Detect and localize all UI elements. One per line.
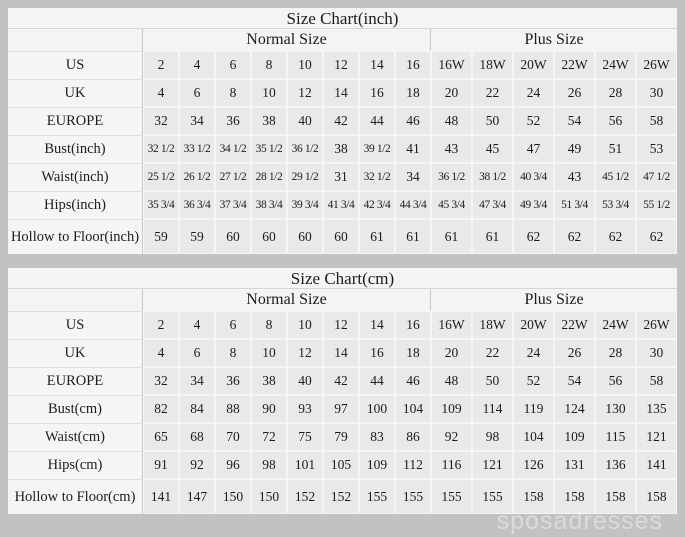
size-chart-inch-table — [8, 8, 677, 254]
value-cell: 38 — [252, 108, 286, 134]
value-cell: 60 — [216, 220, 250, 253]
value-cell: 26W — [637, 52, 676, 78]
value-cell: 8 — [252, 312, 286, 338]
value-cell: 24 — [514, 80, 553, 106]
value-cell: 59 — [144, 220, 178, 253]
value-cell: 59 — [180, 220, 214, 253]
value-cell: 36 1/2 — [288, 136, 322, 162]
value-cell: 101 — [288, 452, 322, 478]
value-cell: 53 — [637, 136, 676, 162]
table-title: Size Chart(inch) — [8, 8, 677, 29]
value-cell: 34 — [180, 108, 214, 134]
value-cell: 33 1/2 — [180, 136, 214, 162]
value-cell: 121 — [637, 424, 676, 450]
value-cell: 14 — [324, 340, 358, 366]
row-label: US — [8, 51, 143, 79]
value-cell: 46 — [396, 368, 430, 394]
table-row — [8, 423, 677, 451]
value-cell: 49 — [555, 136, 594, 162]
row-label: EUROPE — [8, 107, 143, 135]
value-cell: 41 3/4 — [324, 192, 358, 218]
value-cell: 60 — [288, 220, 322, 253]
value-cell: 47 — [514, 136, 553, 162]
size-chart-cm-table — [8, 268, 677, 514]
value-cell: 12 — [324, 52, 358, 78]
value-cell: 27 1/2 — [216, 164, 250, 190]
row-label: Hollow to Floor(inch) — [8, 219, 143, 254]
value-cell: 88 — [216, 396, 250, 422]
value-cell: 14 — [360, 312, 394, 338]
table-row — [8, 163, 677, 191]
value-cell: 131 — [555, 452, 594, 478]
table-row — [8, 367, 677, 395]
table-row — [8, 311, 677, 339]
value-cell: 10 — [252, 80, 286, 106]
value-cell: 16 — [360, 80, 394, 106]
value-cell: 16W — [432, 52, 471, 78]
table-row — [8, 479, 677, 514]
value-cell: 18W — [473, 52, 512, 78]
value-cell: 39 3/4 — [288, 192, 322, 218]
value-cell: 116 — [432, 452, 471, 478]
value-cell: 22 — [473, 340, 512, 366]
value-cell: 38 — [324, 136, 358, 162]
value-cell: 121 — [473, 452, 512, 478]
value-cell: 96 — [216, 452, 250, 478]
value-cell: 4 — [180, 52, 214, 78]
value-cell: 112 — [396, 452, 430, 478]
value-cell: 4 — [180, 312, 214, 338]
value-cell: 93 — [288, 396, 322, 422]
table-row — [8, 191, 677, 219]
value-cell: 43 — [555, 164, 594, 190]
value-cell: 72 — [252, 424, 286, 450]
row-label: EUROPE — [8, 367, 143, 395]
value-cell: 150 — [216, 480, 250, 513]
value-cell: 42 — [324, 368, 358, 394]
value-cell: 92 — [432, 424, 471, 450]
value-cell: 34 1/2 — [216, 136, 250, 162]
value-cell: 62 — [555, 220, 594, 253]
value-cell: 20 — [432, 80, 471, 106]
value-cell: 141 — [144, 480, 178, 513]
header-spacer — [8, 289, 143, 311]
value-cell: 61 — [396, 220, 430, 253]
value-cell: 40 3/4 — [514, 164, 553, 190]
value-cell: 25 1/2 — [144, 164, 178, 190]
value-cell: 91 — [144, 452, 178, 478]
value-cell: 50 — [473, 368, 512, 394]
size-chart-image — [0, 8, 685, 537]
value-cell: 26 1/2 — [180, 164, 214, 190]
value-cell: 100 — [360, 396, 394, 422]
value-cell: 20W — [514, 312, 553, 338]
value-cell: 158 — [514, 480, 553, 513]
value-cell: 6 — [180, 80, 214, 106]
value-cell: 10 — [288, 52, 322, 78]
value-cell: 40 — [288, 108, 322, 134]
table-body — [8, 51, 677, 254]
value-cell: 56 — [596, 108, 635, 134]
value-cell: 104 — [396, 396, 430, 422]
value-cell: 150 — [252, 480, 286, 513]
value-cell: 155 — [396, 480, 430, 513]
value-cell: 109 — [555, 424, 594, 450]
normal-size-header: Normal Size — [143, 29, 431, 51]
size-group-header-row — [8, 29, 677, 51]
value-cell: 10 — [288, 312, 322, 338]
value-cell: 60 — [252, 220, 286, 253]
value-cell: 47 1/2 — [637, 164, 676, 190]
value-cell: 62 — [514, 220, 553, 253]
table-row — [8, 451, 677, 479]
value-cell: 135 — [637, 396, 676, 422]
value-cell: 92 — [180, 452, 214, 478]
row-label: UK — [8, 79, 143, 107]
value-cell: 30 — [637, 80, 676, 106]
value-cell: 61 — [473, 220, 512, 253]
row-label: Bust(cm) — [8, 395, 143, 423]
value-cell: 24W — [596, 52, 635, 78]
value-cell: 47 3/4 — [473, 192, 512, 218]
value-cell: 30 — [637, 340, 676, 366]
value-cell: 155 — [432, 480, 471, 513]
value-cell: 68 — [180, 424, 214, 450]
table-row — [8, 219, 677, 254]
value-cell: 8 — [216, 80, 250, 106]
value-cell: 45 3/4 — [432, 192, 471, 218]
value-cell: 114 — [473, 396, 512, 422]
value-cell: 38 3/4 — [252, 192, 286, 218]
value-cell: 126 — [514, 452, 553, 478]
value-cell: 36 1/2 — [432, 164, 471, 190]
table-row — [8, 339, 677, 367]
value-cell: 79 — [324, 424, 358, 450]
value-cell: 44 — [360, 108, 394, 134]
value-cell: 55 1/2 — [637, 192, 676, 218]
value-cell: 86 — [396, 424, 430, 450]
value-cell: 62 — [596, 220, 635, 253]
value-cell: 147 — [180, 480, 214, 513]
value-cell: 75 — [288, 424, 322, 450]
value-cell: 18W — [473, 312, 512, 338]
value-cell: 34 — [396, 164, 430, 190]
row-label: Waist(cm) — [8, 423, 143, 451]
value-cell: 32 — [144, 108, 178, 134]
value-cell: 45 1/2 — [596, 164, 635, 190]
value-cell: 6 — [216, 52, 250, 78]
value-cell: 70 — [216, 424, 250, 450]
value-cell: 84 — [180, 396, 214, 422]
value-cell: 22 — [473, 80, 512, 106]
value-cell: 42 3/4 — [360, 192, 394, 218]
table-row — [8, 135, 677, 163]
value-cell: 2 — [144, 312, 178, 338]
row-label: Hollow to Floor(cm) — [8, 479, 143, 514]
value-cell: 52 — [514, 368, 553, 394]
value-cell: 20 — [432, 340, 471, 366]
value-cell: 61 — [432, 220, 471, 253]
value-cell: 39 1/2 — [360, 136, 394, 162]
row-label: Hips(cm) — [8, 451, 143, 479]
size-group-header-row — [8, 289, 677, 311]
value-cell: 51 3/4 — [555, 192, 594, 218]
value-cell: 109 — [360, 452, 394, 478]
value-cell: 32 1/2 — [360, 164, 394, 190]
value-cell: 152 — [324, 480, 358, 513]
value-cell: 42 — [324, 108, 358, 134]
row-label: UK — [8, 339, 143, 367]
value-cell: 119 — [514, 396, 553, 422]
value-cell: 54 — [555, 368, 594, 394]
value-cell: 41 — [396, 136, 430, 162]
value-cell: 124 — [555, 396, 594, 422]
value-cell: 98 — [252, 452, 286, 478]
value-cell: 12 — [288, 80, 322, 106]
table-row — [8, 107, 677, 135]
value-cell: 35 1/2 — [252, 136, 286, 162]
value-cell: 26 — [555, 80, 594, 106]
value-cell: 105 — [324, 452, 358, 478]
value-cell: 50 — [473, 108, 512, 134]
value-cell: 36 — [216, 108, 250, 134]
value-cell: 61 — [360, 220, 394, 253]
header-spacer — [8, 29, 143, 51]
value-cell: 20W — [514, 52, 553, 78]
value-cell: 29 1/2 — [288, 164, 322, 190]
value-cell: 155 — [473, 480, 512, 513]
value-cell: 51 — [596, 136, 635, 162]
value-cell: 22W — [555, 52, 594, 78]
value-cell: 40 — [288, 368, 322, 394]
normal-size-header: Normal Size — [143, 289, 431, 311]
value-cell: 136 — [596, 452, 635, 478]
value-cell: 6 — [216, 312, 250, 338]
value-cell: 82 — [144, 396, 178, 422]
plus-size-header: Plus Size — [524, 31, 584, 48]
value-cell: 35 3/4 — [144, 192, 178, 218]
value-cell: 32 — [144, 368, 178, 394]
value-cell: 115 — [596, 424, 635, 450]
value-cell: 54 — [555, 108, 594, 134]
table-row — [8, 51, 677, 79]
value-cell: 130 — [596, 396, 635, 422]
value-cell: 44 — [360, 368, 394, 394]
value-cell: 46 — [396, 108, 430, 134]
table-body — [8, 311, 677, 514]
value-cell: 24 — [514, 340, 553, 366]
value-cell: 16 — [396, 52, 430, 78]
value-cell: 60 — [324, 220, 358, 253]
value-cell: 56 — [596, 368, 635, 394]
value-cell: 104 — [514, 424, 553, 450]
value-cell: 58 — [637, 368, 676, 394]
table-row — [8, 79, 677, 107]
value-cell: 12 — [288, 340, 322, 366]
value-cell: 158 — [637, 480, 676, 513]
row-label: Hips(inch) — [8, 191, 143, 219]
value-cell: 6 — [180, 340, 214, 366]
value-cell: 37 3/4 — [216, 192, 250, 218]
value-cell: 152 — [288, 480, 322, 513]
value-cell: 26W — [637, 312, 676, 338]
value-cell: 18 — [396, 80, 430, 106]
value-cell: 4 — [144, 80, 178, 106]
value-cell: 10 — [252, 340, 286, 366]
value-cell: 45 — [473, 136, 512, 162]
value-cell: 48 — [432, 368, 471, 394]
value-cell: 44 3/4 — [396, 192, 430, 218]
value-cell: 28 1/2 — [252, 164, 286, 190]
value-cell: 97 — [324, 396, 358, 422]
value-cell: 16 — [396, 312, 430, 338]
watermark: sposadresses — [496, 507, 663, 535]
value-cell: 28 — [596, 340, 635, 366]
row-label: Bust(inch) — [8, 135, 143, 163]
value-cell: 38 1/2 — [473, 164, 512, 190]
row-label: US — [8, 311, 143, 339]
table-title: Size Chart(cm) — [8, 268, 677, 289]
value-cell: 24W — [596, 312, 635, 338]
value-cell: 48 — [432, 108, 471, 134]
value-cell: 98 — [473, 424, 512, 450]
value-cell: 22W — [555, 312, 594, 338]
value-cell: 2 — [144, 52, 178, 78]
value-cell: 12 — [324, 312, 358, 338]
value-cell: 58 — [637, 108, 676, 134]
value-cell: 109 — [432, 396, 471, 422]
value-cell: 155 — [360, 480, 394, 513]
value-cell: 158 — [596, 480, 635, 513]
value-cell: 31 — [324, 164, 358, 190]
value-cell: 49 3/4 — [514, 192, 553, 218]
value-cell: 18 — [396, 340, 430, 366]
value-cell: 38 — [252, 368, 286, 394]
value-cell: 65 — [144, 424, 178, 450]
value-cell: 141 — [637, 452, 676, 478]
value-cell: 34 — [180, 368, 214, 394]
value-cell: 83 — [360, 424, 394, 450]
value-cell: 43 — [432, 136, 471, 162]
row-label: Waist(inch) — [8, 163, 143, 191]
value-cell: 62 — [637, 220, 676, 253]
value-cell: 28 — [596, 80, 635, 106]
value-cell: 32 1/2 — [144, 136, 178, 162]
value-cell: 14 — [360, 52, 394, 78]
value-cell: 36 3/4 — [180, 192, 214, 218]
value-cell: 4 — [144, 340, 178, 366]
value-cell: 8 — [252, 52, 286, 78]
value-cell: 52 — [514, 108, 553, 134]
value-cell: 158 — [555, 480, 594, 513]
value-cell: 14 — [324, 80, 358, 106]
value-cell: 36 — [216, 368, 250, 394]
value-cell: 90 — [252, 396, 286, 422]
value-cell: 53 3/4 — [596, 192, 635, 218]
plus-size-header: Plus Size — [524, 291, 584, 308]
value-cell: 26 — [555, 340, 594, 366]
value-cell: 8 — [216, 340, 250, 366]
table-row — [8, 395, 677, 423]
value-cell: 16W — [432, 312, 471, 338]
value-cell: 16 — [360, 340, 394, 366]
